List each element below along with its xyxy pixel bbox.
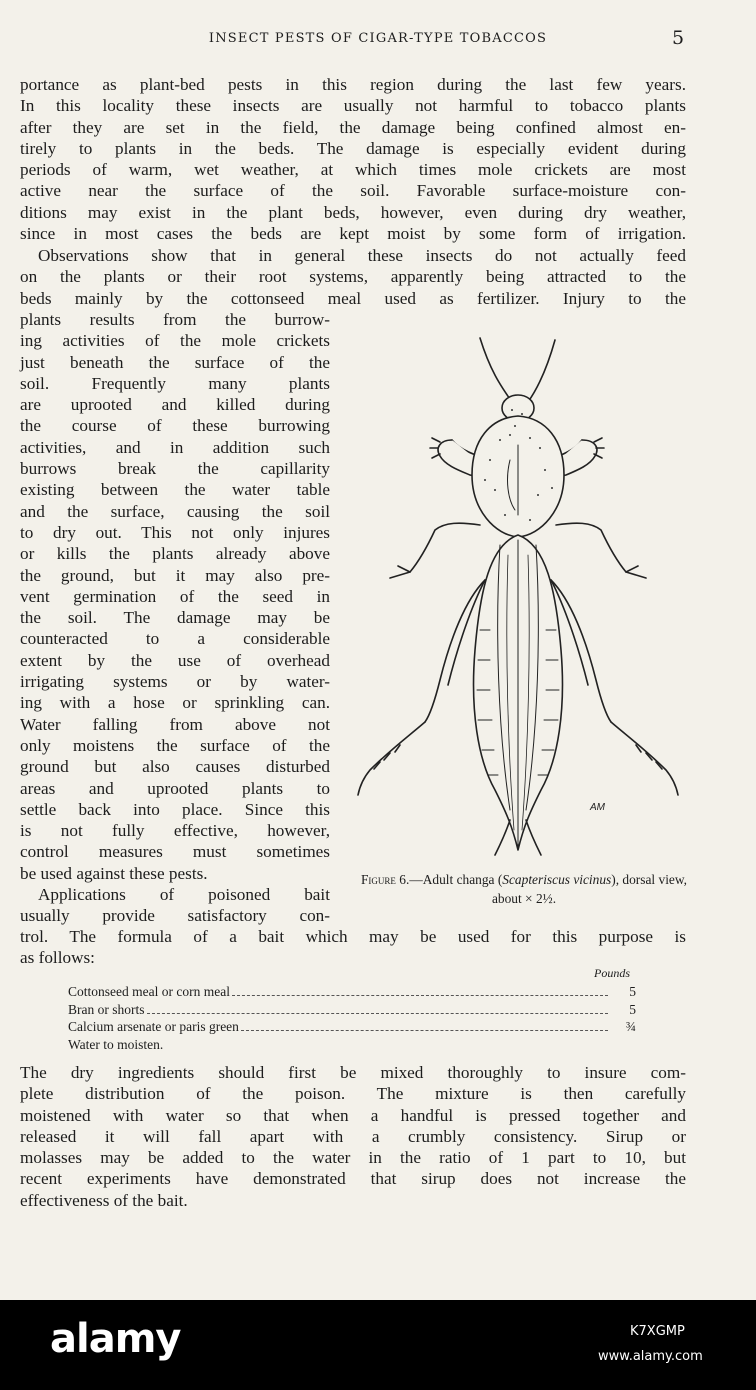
text-line: burrows break the capillarity: [20, 459, 330, 479]
figure-caption: [354, 870, 694, 908]
formula-ingredient: Bran or shorts: [68, 1001, 145, 1017]
text-line: is not fully effective, however,: [20, 821, 330, 841]
text-line: soil. Frequently many plants: [20, 373, 330, 393]
text-line: Applications of poisoned bait: [38, 885, 330, 905]
formula-ingredient: Water to moisten.: [68, 1036, 164, 1052]
text-line: Water falling from above not: [20, 714, 330, 734]
text-line: In this locality these insects are usually not harmful to tobacco plants: [20, 96, 686, 116]
formula-amount: 5: [629, 1001, 636, 1017]
text-line: and the surface, causing the soil: [20, 501, 330, 521]
text-line: active near the surface of the soil. Favorable surface-moisture con-: [20, 181, 686, 201]
narrow-column-text: [20, 309, 330, 927]
text-line: ing with a hose or sprinkling can.: [20, 693, 330, 713]
bait-formula-table: [68, 966, 636, 1054]
site-url: www.alamy.com: [598, 1349, 703, 1364]
text-line: the ground, but it may also pre-: [20, 565, 330, 585]
brand-logo: alamy: [50, 1316, 181, 1362]
text-line: The dry ingredients should first be mixed thoroughly to insure com-: [20, 1063, 686, 1082]
paragraph-1: [20, 74, 686, 244]
mole-cricket-illustration: [340, 330, 690, 865]
formula-row: [68, 1002, 636, 1020]
text-line: on the plants or their root systems, apparently being attracted to the: [20, 267, 686, 287]
formula-amount: ¾: [625, 1019, 636, 1034]
formula-row: [68, 1019, 636, 1037]
text-line: tirely to plants in the beds. The damage is especially evident during: [20, 138, 686, 158]
formula-ingredient: Cottonseed meal or corn meal: [68, 984, 230, 999]
text-line: only moistens the surface of the: [20, 735, 330, 755]
page-number: 5: [672, 27, 685, 49]
paragraph-2: [20, 245, 686, 309]
text-line: moistened with water so that when a handful is pressed together and: [20, 1105, 686, 1125]
formula-ingredient: Calcium arsenate or paris green: [68, 1019, 239, 1034]
text-line: vent germination of the seed in: [20, 586, 330, 606]
text-line: portance as plant-bed pests in this region during the last few years.: [20, 75, 686, 94]
caption-species: Scapteriscus vicinus: [502, 872, 612, 887]
text-line: recent experiments have demonstrated that sirup does not increase the: [20, 1169, 686, 1189]
text-line: usually provide satisfactory con-: [20, 906, 330, 926]
caption-text-end: ), dorsal view, about × 2½.: [491, 872, 687, 906]
text-line: are uprooted and killed during: [20, 395, 330, 415]
dot-leader: [232, 994, 608, 996]
text-line: ground but also causes disturbed: [20, 757, 330, 777]
paragraph-3-continued: [20, 926, 686, 969]
text-line: extent by the use of overhead: [20, 650, 330, 670]
text-line: periods of warm, wet weather, at which times mole crickets are most: [20, 160, 686, 180]
text-line: trol. The formula of a bait which may be used for this purpose is: [20, 927, 686, 946]
dot-leader: [147, 1012, 609, 1014]
text-line: released it will fall apart with a crumbly consistency. Sirup or: [20, 1126, 686, 1146]
text-line: molasses may be added to the water in the ratio of 1 part to 10, but: [20, 1148, 686, 1168]
formula-row: [68, 1037, 636, 1055]
dot-leader: [241, 1029, 608, 1031]
caption-text: —Adult changa (: [409, 872, 503, 887]
text-line: since in most cases the beds are kept moist by some form of irrigation.: [20, 224, 686, 244]
text-line: effectiveness of the bait.: [20, 1190, 188, 1210]
text-line: existing between the water table: [20, 480, 330, 500]
text-line: activities, and in addition such: [20, 437, 330, 457]
text-line: after they are set in the field, the damage being confined almost en-: [20, 117, 686, 137]
image-id: K7XGMP: [630, 1324, 685, 1339]
text-line: irrigating systems or by water-: [20, 672, 330, 692]
figure-label: Figure 6.: [360, 872, 410, 887]
text-line: the course of these burrowing: [20, 416, 330, 436]
text-line: just beneath the surface of the: [20, 352, 330, 372]
text-line: plants results from the burrow-: [20, 310, 330, 329]
text-line: the soil. The damage may be: [20, 608, 330, 628]
text-line: Observations show that in general these insects do not actually feed: [38, 246, 686, 265]
formula-unit-header: Pounds: [594, 966, 630, 980]
text-line: counteracted to a considerable: [20, 629, 330, 649]
formula-amount: 5: [629, 984, 636, 999]
artist-initials: AM: [590, 802, 605, 813]
text-line: as follows:: [20, 948, 95, 968]
text-line: settle back into place. Since this: [20, 799, 330, 819]
paragraph-4: [20, 1062, 686, 1211]
text-line: plete distribution of the poison. The mixture is then carefully: [20, 1084, 686, 1104]
text-line: areas and uprooted plants to: [20, 778, 330, 798]
text-line: ing activities of the mole crickets: [20, 331, 330, 351]
running-header: INSECT PESTS OF CIGAR-TYPE TOBACCOS: [208, 31, 548, 46]
text-line: ditions may exist in the plant beds, however, even during dry weather,: [20, 202, 686, 222]
text-line: be used against these pests.: [20, 863, 208, 883]
text-line: to dry out. This not only injures: [20, 522, 330, 542]
text-line: or kills the plants already above: [20, 544, 330, 564]
text-line: control measures must sometimes: [20, 842, 330, 862]
text-line: beds mainly by the cottonseed meal used as fertilizer. Injury to the: [20, 288, 686, 308]
formula-row: [68, 984, 636, 1002]
